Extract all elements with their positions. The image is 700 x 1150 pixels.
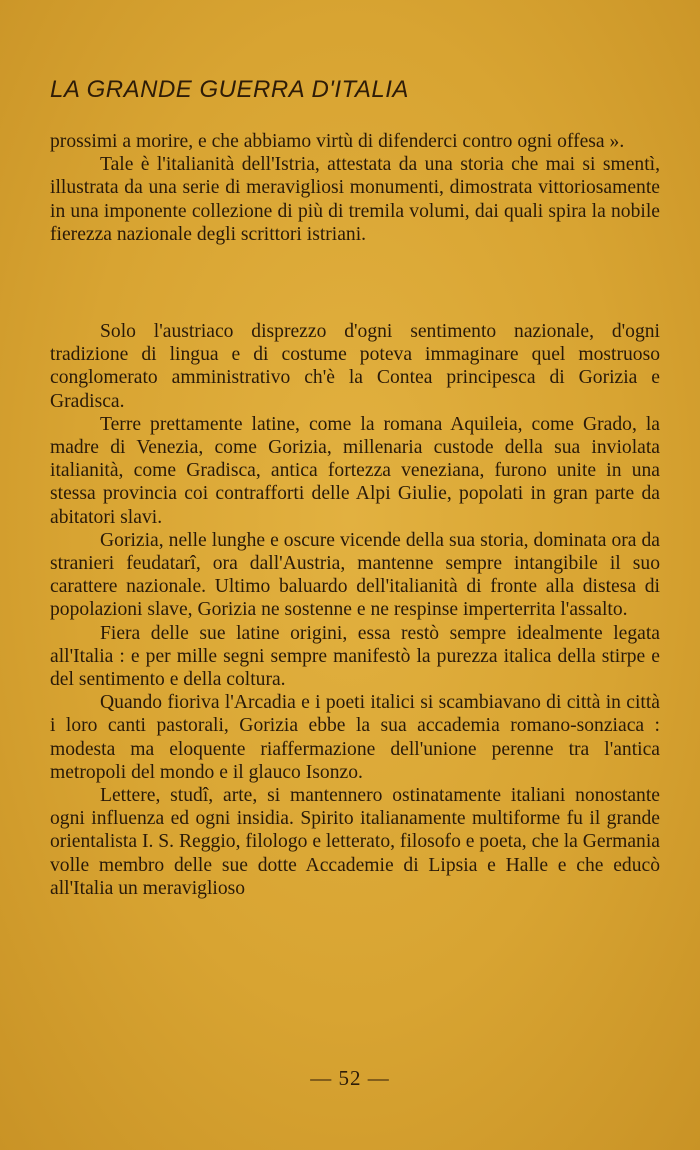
running-header-title: LA GRANDE GUERRA D'ITALIA: [50, 76, 409, 103]
text-section-1: [50, 130, 660, 246]
paragraph-terre-latine: Terre prettamente latine, come la romana Aquileia, come Grado, la madre di Venezia, come Gorizia, millenaria custode della sua inviolata italianità, come Gradisca, antica fortezza veneziana, furono unite in una stessa provincia coi contrafforti delle Alpi Giulie, popolati in gran parte da abitatori slavi.: [50, 413, 660, 528]
paragraph-origini: Fiera delle sue latine origini, essa restò sempre idealmente legata all'Italia : e per mille segni sempre manifestò la purezza italica della stirpe e del sentimento e della coltura.: [50, 622, 660, 691]
paragraph-contea: Solo l'austriaco disprezzo d'ogni sentimento nazionale, d'ogni tradizione di lingua e di costume poteva immaginare quel mostruoso conglomerato amministrativo ch'è la Contea principesca di Gorizia e Gradisca.: [50, 321, 660, 412]
text-section-2: [50, 320, 660, 900]
paragraph-continuation: prossimi a morire, e che abbiamo virtù di difenderci contro ogni offesa ».: [50, 131, 625, 152]
paragraph-arcadia: Quando fioriva l'Arcadia e i poeti italici si scambiavano di città in città i loro canti pastorali, Gorizia ebbe la sua accademia romano-sonziaca : modesta ma eloquente riaffermazione dell'unione perenne tra l'antica metropoli del mondo e il glauco Isonzo.: [50, 692, 660, 783]
paragraph-istria: Tale è l'italianità dell'Istria, attestata da una storia che mai si smentì, illustrata da una serie di meravigliosi monumenti, dimostrata vittoriosamente in una imponente collezione di più di tremila volumi, dai quali spira la nobile fierezza nazionale degli scrittori istriani.: [50, 154, 660, 245]
paragraph-gorizia-storia: Gorizia, nelle lunghe e oscure vicende della sua storia, dominata ora da stranieri feudatarî, ora dall'Austria, mantenne sempre intangibile il suo carattere nazionale. Ultimo baluardo dell'italianità di fronte alla distesa di popolazioni slave, Gorizia ne sostenne e ne respinse imperterrita l'assalto.: [50, 529, 660, 621]
paragraph-lettere: Lettere, studî, arte, si mantennero ostinatamente italiani nonostante ogni influenza ed ogni insidia. Spirito italianamente multiforme fu il grande orientalista I. S. Reggio, filologo e letterato, filosofo e poeta, che la Germania volle membro delle sue dotte Accademie di Lipsia e Halle e che educò all'Italia un meraviglioso: [50, 785, 660, 899]
page-number: — 52 —: [310, 1066, 390, 1090]
